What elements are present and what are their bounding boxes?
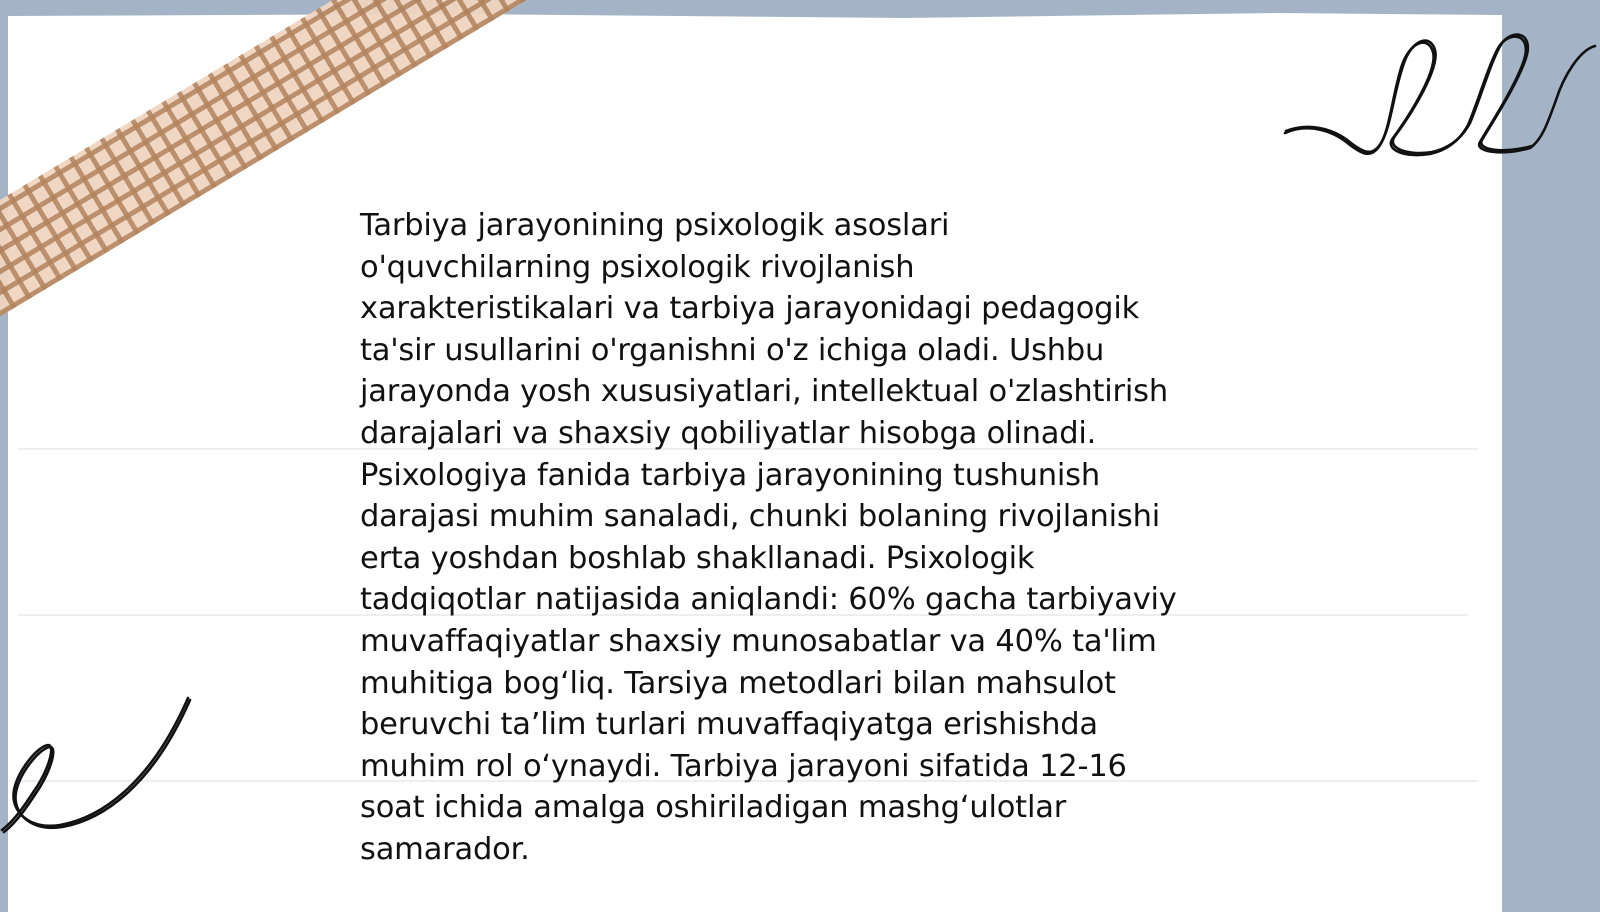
squiggle-loops-icon	[1280, 30, 1600, 165]
squiggle-loop-icon	[0, 690, 200, 850]
body-paragraph: Tarbiya jarayonining psixologik asoslari o'quvchilarning psixologik rivojlanish xarakteristikalari va tarbiya jarayonidagi pedagogik ta'sir usullarini o'rganishni o'z ichiga oladi. Ushbu jarayonda yosh xususiyatlari, intellektual o'zlashtirish darajalari va shaxsiy qobiliyatlar hisobga olinadi. Psixologiya fanida tarbiya jarayonining tushunish darajasi muhim sanaladi, chunki bolaning rivojlanishi erta yoshdan boshlab shakllanadi. Psixologik tadqiqotlar natijasida aniqlandi: 60% gacha tarbiyaviy muvaffaqiyatlar shaxsiy munosabatlar va 40% ta'lim muhitiga bog‘liq. Tarsiya metodlari bilan mahsulot beruvchi ta’lim turlari muvaffaqiyatga erishishda muhim rol o‘ynaydi. Tarbiya jarayoni sifatida 12-16 soat ichida amalga oshiriladigan mashg‘ulotlar samarador.	[360, 208, 1177, 867]
